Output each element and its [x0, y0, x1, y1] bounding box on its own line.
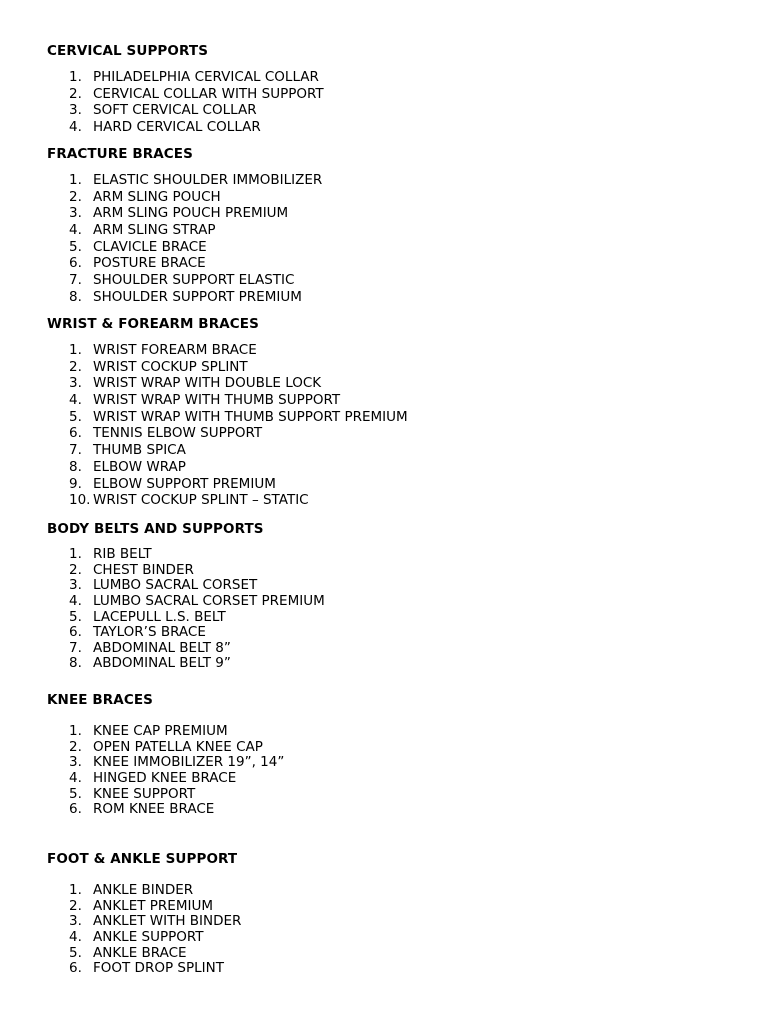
item-label: PHILADELPHIA CERVICAL COLLAR	[93, 69, 319, 85]
item-label: ABDOMINAL BELT 8”	[93, 639, 231, 656]
list-item: 5. LACEPULL L.S. BELT	[69, 608, 226, 625]
list-item: 4. HARD CERVICAL COLLAR	[69, 119, 261, 136]
list-item: 1. WRIST FOREARM BRACE	[69, 342, 257, 358]
list-item: 2. WRIST COCKUP SPLINT	[69, 358, 248, 375]
list-item: 2. OPEN PATELLA KNEE CAP	[69, 738, 263, 755]
section-wrist-forearm-braces	[47, 316, 727, 509]
list-item: 5. CLAVICLE BRACE	[69, 238, 207, 255]
list-item: 8. SHOULDER SUPPORT PREMIUM	[69, 288, 302, 305]
item-label: WRIST WRAP WITH THUMB SUPPORT	[93, 392, 341, 409]
item-label: HINGED KNEE BRACE	[93, 769, 237, 786]
item-label: RIB BELT	[93, 546, 152, 562]
item-label: ARM SLING STRAP	[93, 222, 216, 239]
item-label: KNEE SUPPORT	[93, 785, 196, 802]
section-knee-braces	[47, 692, 727, 818]
list-item: 7. THUMB SPICA	[69, 442, 186, 459]
list-item: 3. LUMBO SACRAL CORSET	[69, 577, 258, 594]
item-label: ANKLE BRACE	[93, 944, 187, 961]
list-item: 1. PHILADELPHIA CERVICAL COLLAR	[69, 69, 319, 85]
list-item: 9. ELBOW SUPPORT PREMIUM	[69, 475, 276, 492]
item-label: POSTURE BRACE	[93, 255, 206, 272]
item-list	[47, 342, 727, 509]
item-label: HARD CERVICAL COLLAR	[93, 119, 261, 136]
item-label: ABDOMINAL BELT 9”	[93, 655, 231, 672]
list-item: 2. ANKLET PREMIUM	[69, 897, 213, 914]
section-title: WRIST & FOREARM BRACES	[47, 316, 259, 332]
item-label: CERVICAL COLLAR WITH SUPPORT	[93, 85, 324, 102]
item-label: WRIST WRAP WITH THUMB SUPPORT PREMIUM	[93, 408, 408, 425]
list-item: 1. ANKLE BINDER	[69, 882, 194, 898]
item-label: OPEN PATELLA KNEE CAP	[93, 738, 263, 755]
item-label: ELBOW WRAP	[93, 458, 186, 475]
list-item: 10. WRIST COCKUP SPLINT – STATIC	[69, 492, 309, 509]
item-label: CHEST BINDER	[93, 561, 194, 578]
item-label: KNEE CAP PREMIUM	[93, 723, 228, 739]
list-item: 1. RIB BELT	[69, 546, 152, 562]
item-list	[47, 172, 727, 306]
item-label: ARM SLING POUCH	[93, 188, 221, 205]
item-label: TAYLOR’S BRACE	[93, 624, 206, 641]
item-label: LUMBO SACRAL CORSET	[93, 577, 258, 594]
list-item: 3. ARM SLING POUCH PREMIUM	[69, 205, 289, 222]
list-item: 2. CERVICAL COLLAR WITH SUPPORT	[69, 85, 324, 102]
item-label: SHOULDER SUPPORT ELASTIC	[93, 272, 295, 289]
list-item: 5. KNEE SUPPORT	[69, 785, 196, 802]
item-label: ANKLE SUPPORT	[93, 928, 204, 945]
item-label: LUMBO SACRAL CORSET PREMIUM	[93, 592, 325, 609]
item-label: ELASTIC SHOULDER IMMOBILIZER	[93, 172, 323, 188]
item-label: WRIST FOREARM BRACE	[93, 342, 257, 358]
list-item: 1. KNEE CAP PREMIUM	[69, 723, 228, 739]
list-item: 4. ANKLE SUPPORT	[69, 928, 204, 945]
item-list	[47, 69, 727, 136]
list-item: 8. ABDOMINAL BELT 9”	[69, 655, 231, 672]
list-item: 2. ARM SLING POUCH	[69, 188, 221, 205]
list-item: 7. SHOULDER SUPPORT ELASTIC	[69, 272, 295, 289]
item-label: LACEPULL L.S. BELT	[93, 608, 226, 625]
item-label: ELBOW SUPPORT PREMIUM	[93, 475, 276, 492]
item-label: SOFT CERVICAL COLLAR	[93, 102, 257, 119]
list-item: 4. HINGED KNEE BRACE	[69, 769, 237, 786]
item-label: WRIST WRAP WITH DOUBLE LOCK	[93, 375, 322, 392]
section-body-belts-supports	[47, 521, 727, 672]
list-item: 5. WRIST WRAP WITH THUMB SUPPORT PREMIUM	[69, 408, 408, 425]
list-item: 6. POSTURE BRACE	[69, 255, 206, 272]
list-item: 3. WRIST WRAP WITH DOUBLE LOCK	[69, 375, 322, 392]
list-item: 6. TAYLOR’S BRACE	[69, 624, 206, 641]
list-item: 4. ARM SLING STRAP	[69, 222, 216, 239]
item-label: ROM KNEE BRACE	[93, 801, 215, 818]
list-item: 6. ROM KNEE BRACE	[69, 801, 215, 818]
item-list	[47, 883, 727, 977]
section-title: FRACTURE BRACES	[47, 146, 193, 162]
section-title: KNEE BRACES	[47, 692, 153, 708]
item-label: SHOULDER SUPPORT PREMIUM	[93, 288, 302, 305]
list-item: 3. KNEE IMMOBILIZER 19”, 14”	[69, 754, 285, 771]
item-label: ANKLE BINDER	[93, 882, 194, 898]
list-item: 3. ANKLET WITH BINDER	[69, 913, 242, 930]
section-fracture-braces	[47, 146, 727, 306]
item-label: ANKLET WITH BINDER	[93, 913, 242, 930]
item-label: TENNIS ELBOW SUPPORT	[93, 425, 263, 442]
list-item: 1. ELASTIC SHOULDER IMMOBILIZER	[69, 172, 323, 188]
item-label: THUMB SPICA	[93, 442, 186, 459]
list-item: 4. LUMBO SACRAL CORSET PREMIUM	[69, 592, 325, 609]
item-label: WRIST COCKUP SPLINT	[93, 358, 248, 375]
list-item: 6. FOOT DROP SPLINT	[69, 960, 224, 977]
item-label: ARM SLING POUCH PREMIUM	[93, 205, 289, 222]
list-item: 4. WRIST WRAP WITH THUMB SUPPORT	[69, 392, 341, 409]
list-item: 3. SOFT CERVICAL COLLAR	[69, 102, 257, 119]
section-foot-ankle-support	[47, 851, 727, 977]
item-label: CLAVICLE BRACE	[93, 238, 207, 255]
section-title: BODY BELTS AND SUPPORTS	[47, 521, 264, 537]
item-label: KNEE IMMOBILIZER 19”, 14”	[93, 754, 285, 771]
item-label: WRIST COCKUP SPLINT – STATIC	[93, 492, 309, 509]
item-label: ANKLET PREMIUM	[93, 897, 213, 914]
item-label: FOOT DROP SPLINT	[93, 960, 224, 977]
section-title: FOOT & ANKLE SUPPORT	[47, 851, 238, 867]
list-item: 6. TENNIS ELBOW SUPPORT	[69, 425, 263, 442]
section-title: CERVICAL SUPPORTS	[47, 43, 209, 59]
list-item: 7. ABDOMINAL BELT 8”	[69, 639, 231, 656]
item-list	[47, 724, 727, 818]
section-cervical-supports	[47, 43, 727, 136]
list-item: 5. ANKLE BRACE	[69, 944, 187, 961]
list-item: 2. CHEST BINDER	[69, 561, 194, 578]
item-list	[47, 547, 727, 672]
list-item: 8. ELBOW WRAP	[69, 458, 186, 475]
